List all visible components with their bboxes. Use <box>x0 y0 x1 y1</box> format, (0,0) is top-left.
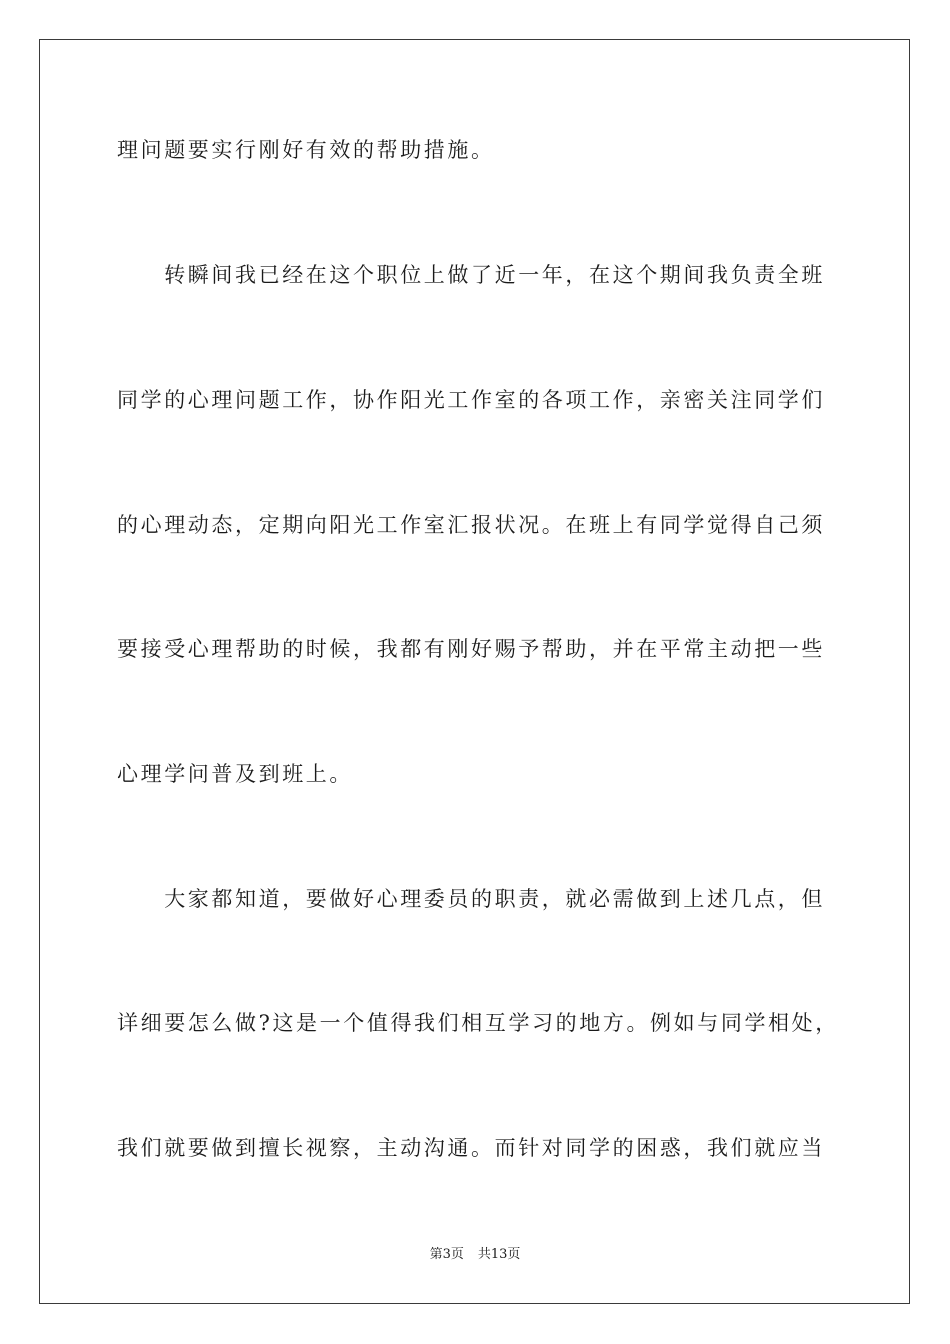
text-line: 的心理动态，定期向阳光工作室汇报状况。在班上有同学觉得自己须 <box>117 513 825 537</box>
page-footer <box>0 1246 950 1264</box>
paragraph-start-line: 转瞬间我已经在这个职位上做了近一年，在这个期间我负责全班 <box>117 263 825 287</box>
page-number: 第3页 <box>429 1247 464 1262</box>
text-line: 同学的心理问题工作，协作阳光工作室的各项工作，亲密关注同学们 <box>117 388 825 412</box>
page-border <box>39 39 910 1304</box>
paragraph-start-line: 大家都知道，要做好心理委员的职责，就必需做到上述几点，但 <box>117 887 825 911</box>
text-line: 详细要怎么做?这是一个值得我们相互学习的地方。例如与同学相处， <box>117 1011 839 1035</box>
text-line: 要接受心理帮助的时候，我都有刚好赐予帮助，并在平常主动把一些 <box>117 637 825 661</box>
text-line: 我们就要做到擅长视察，主动沟通。而针对同学的困惑，我们就应当 <box>117 1136 825 1160</box>
text-line: 理问题要实行刚好有效的帮助措施。 <box>117 138 495 162</box>
text-line: 心理学问普及到班上。 <box>117 762 353 786</box>
total-pages: 共13页 <box>477 1247 521 1262</box>
